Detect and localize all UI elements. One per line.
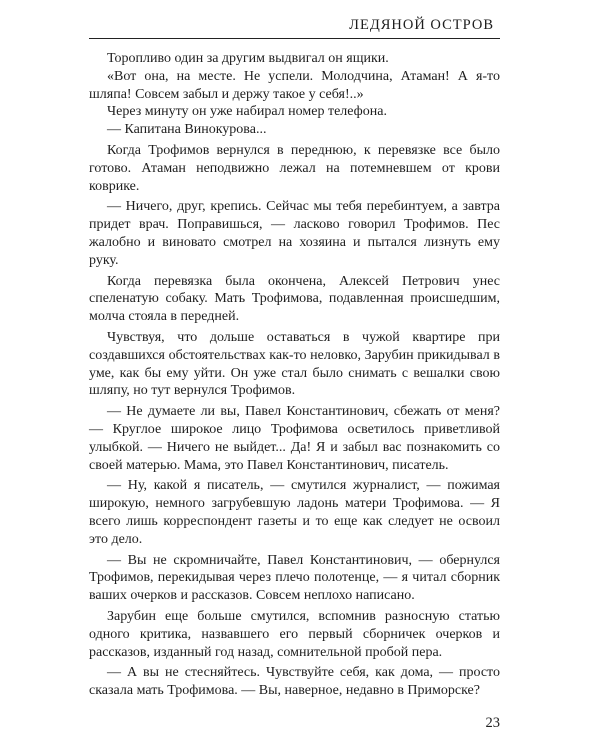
paragraph: Когда перевязка была окончена, Алексей Петрович унес спеленатую собаку. Мать Трофимова, подавленная происшедшим, молча стояла в передней. [89, 273, 500, 325]
paragraph: Через минуту он уже набирал номер телефона. [107, 104, 387, 120]
paragraph: «Вот она, на месте. Не успели. Молодчина, Атаман! А я-то шляпа! Совсем забыл и держу такое у себя!..» [89, 68, 500, 102]
paragraph: Когда Трофимов вернулся в переднюю, к перевязке все было готово. Атаман неподвижно лежал на потемневшем от крови коврике. [89, 142, 500, 194]
paragraph: — Ну, какой я писатель, — смутился журналист, — пожимая широкую, немного загрубевшую ладонь матери Трофимова. — Я всего лишь корреспондент газеты и то еще как следует не освоил это дело. [89, 478, 500, 547]
paragraph: — Ничего, друг, крепись. Сейчас мы тебя перебинтуем, а завтра придет врач. Поправишься, — ласково говорил Трофимов. Пес жалобно и виновато смотрел на хозяина и пытался лизнуть ему руку. [89, 199, 500, 268]
paragraph: — Вы не скромничайте, Павел Константинович, — обернулся Трофимов, перекидывая через плечо полотенце, — я читал сборник ваших очерков и рассказов. Совсем неплохо написано. [89, 552, 500, 604]
paragraph: — А вы не стесняйтесь. Чувствуйте себя, как дома, — просто сказала мать Трофимова. — Вы, наверное, недавно в Приморске? [89, 665, 500, 699]
header-rule [89, 38, 500, 39]
body-text [89, 50, 500, 700]
paragraph: — Капитана Винокурова... [107, 122, 267, 138]
page-number: 23 [485, 715, 500, 731]
running-header: ЛЕДЯНОЙ ОСТРОВ [349, 17, 494, 33]
paragraph: — Не думаете ли вы, Павел Константинович, сбежать от меня? — Круглое широкое лицо Трофимова осветилось приветливой улыбкой. — Ничего не выйдет... Да! Я и забыл вас познакомить со своей матерью. Мама, это Павел Константинович, писатель. [89, 404, 500, 473]
paragraph: Торопливо один за другим выдвигал он ящики. [107, 51, 389, 66]
paragraph: Зарубин еще больше смутился, вспомнив разносную статью одного критика, назвавшего его первый сборничек очерков и рассказов, изданный год назад, сомнительной пробой пера. [89, 608, 500, 660]
paragraph: Чувствуя, что дольше оставаться в чужой квартире при создавшихся обстоятельствах как-то неловко, Зарубин прикидывал в уме, как бы ему уйти. Он уже стал было снимать с вешалки свою шляпу, но тут вернулся Трофимов. [89, 329, 500, 399]
